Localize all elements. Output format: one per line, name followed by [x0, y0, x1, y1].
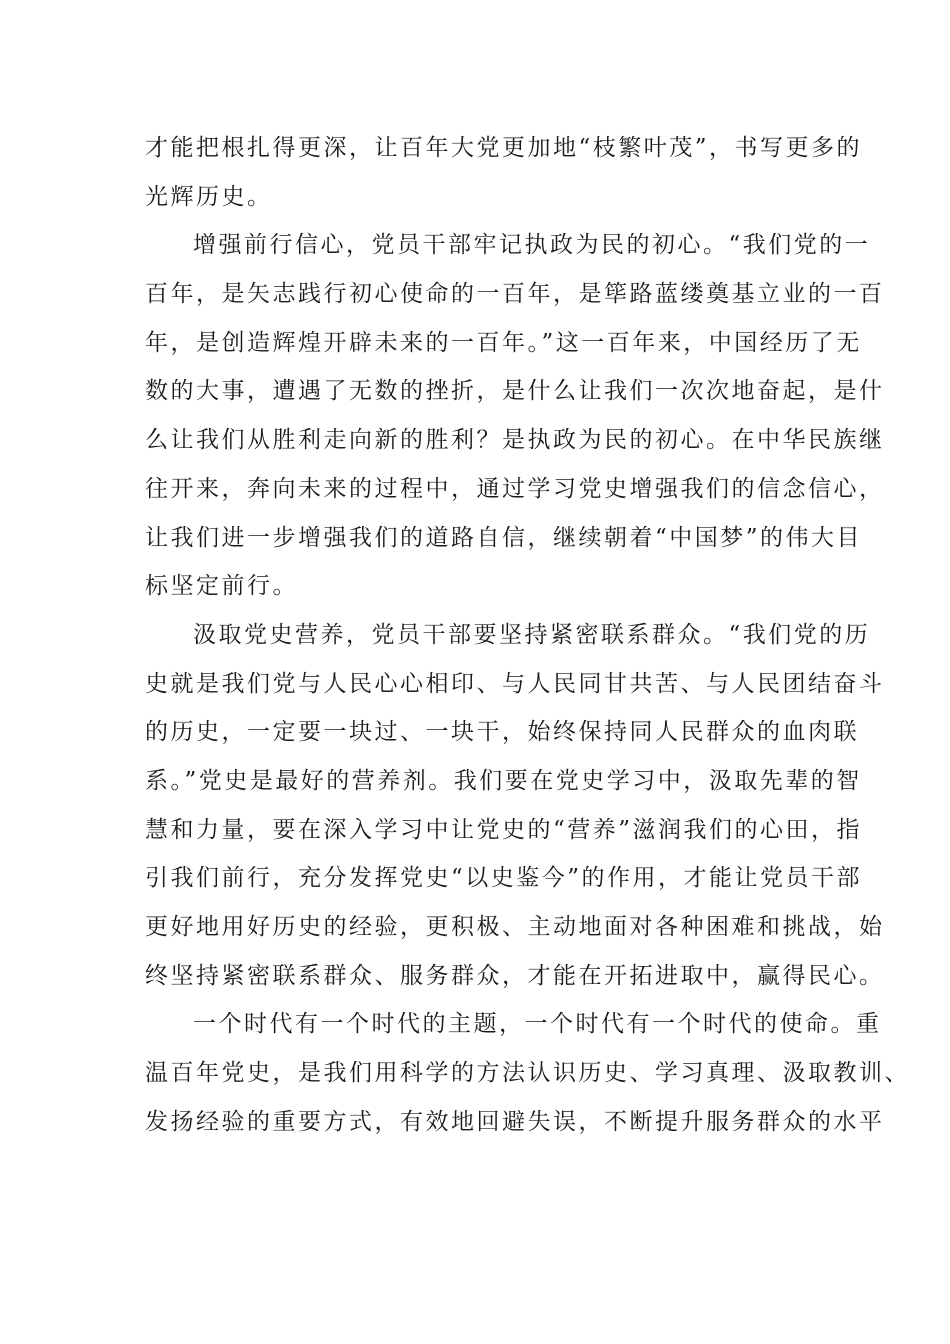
- text-line: 往开来，奔向未来的过程中，通过学习党史增强我们的信念信心，: [145, 475, 885, 502]
- text-line: 让我们进一步增强我们的道路自信，继续朝着“中国梦”的伟大目: [145, 524, 863, 551]
- text-line: 标坚定前行。: [145, 573, 298, 600]
- text-line: 光辉历史。: [145, 183, 273, 210]
- paragraph-first-line: 一个时代有一个时代的主题，一个时代有一个时代的使命。重: [193, 1011, 882, 1038]
- text-line: 温百年党史，是我们用科学的方法认识历史、学习真理、汲取教训、: [145, 1060, 910, 1087]
- text-line: 数的大事，遭遇了无数的挫折，是什么让我们一次次地奋起，是什: [145, 378, 885, 405]
- text-line: 慧和力量，要在深入学习中让党史的“营养”滋润我们的心田，指: [145, 816, 863, 843]
- text-line: 系。”党史是最好的营养剂。我们要在党史学习中，汲取先辈的智: [145, 767, 862, 794]
- text-line: 发扬经验的重要方式，有效地回避失误，不断提升服务群众的水平: [145, 1108, 885, 1135]
- text-line: 终坚持紧密联系群众、服务群众，才能在开拓进取中，赢得民心。: [145, 962, 885, 989]
- paragraph-first-line: 增强前行信心，党员干部牢记执政为民的初心。“我们党的一: [193, 232, 871, 259]
- text-line: 年，是创造辉煌开辟未来的一百年。”这一百年来，中国经历了无: [145, 329, 862, 356]
- text-line: 才能把根扎得更深，让百年大党更加地“枝繁叶茂”，书写更多的: [145, 135, 863, 161]
- paragraph-first-line: 汲取党史营养，党员干部要坚持紧密联系群众。“我们党的历: [193, 621, 871, 648]
- text-line: 百年，是矢志践行初心使命的一百年，是筚路蓝缕奠基立业的一百: [145, 281, 885, 308]
- text-line: 更好地用好历史的经验，更积极、主动地面对各种困难和挑战，始: [145, 914, 885, 940]
- text-line: 么让我们从胜利走向新的胜利？是执政为民的初心。在中华民族继: [145, 427, 885, 454]
- text-line: 引我们前行，充分发挥党史“以史鉴今”的作用，才能让党员干部: [145, 865, 863, 892]
- text-line: 史就是我们党与人民心心相印、与人民同甘共苦、与人民团结奋斗: [145, 670, 885, 697]
- text-line: 的历史，一定要一块过、一块干，始终保持同人民群众的血肉联: [145, 719, 859, 746]
- document-body: [145, 124, 910, 1146]
